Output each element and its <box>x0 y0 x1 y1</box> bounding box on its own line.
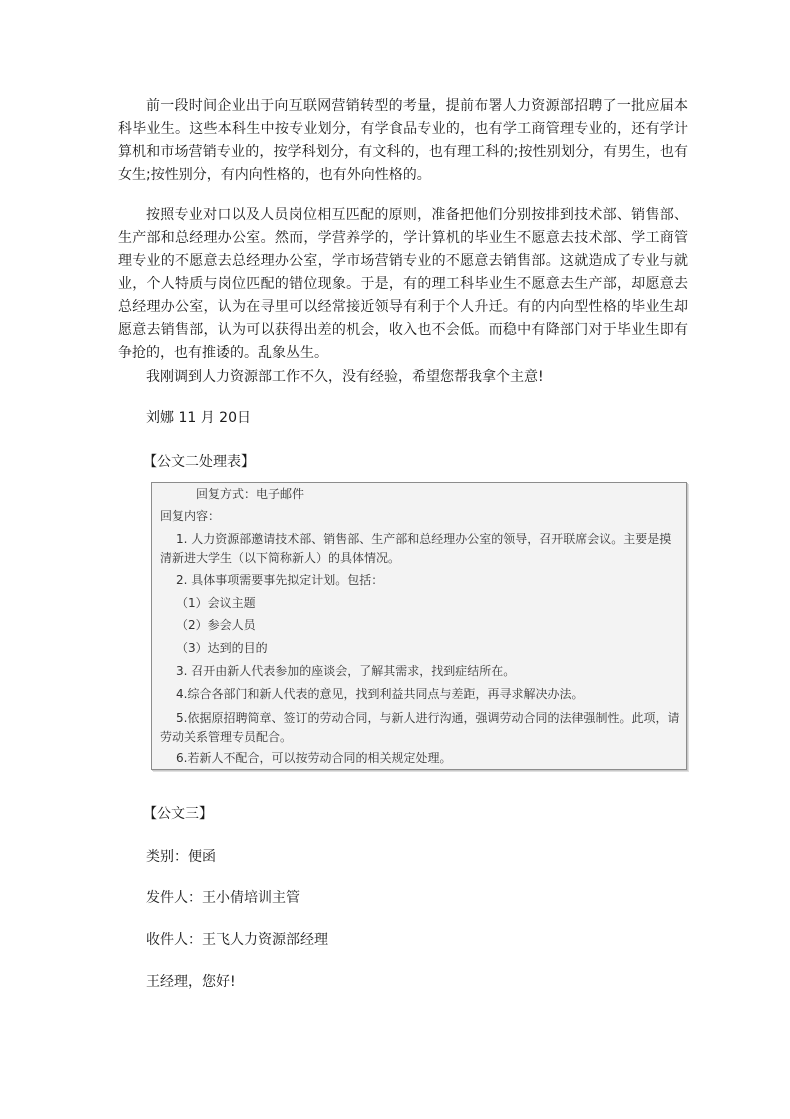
doc2-item: 清新进大学生（以下简称新人）的具体情况。 <box>160 551 401 565</box>
doc3-category: 类别：便函 <box>146 849 216 865</box>
letter-paragraph-2: 按照专业对口以及人员岗位相互匹配的原则，准备把他们分别按排到技术部、销售部、生产部和总经理办公室。然而，学营养学的，学计算机的毕业生不愿意去技术部、学工商管理专业的不愿意去总经理办公室，学市场营销专业的不愿意去销售部。这就造成了专业与就业，个人特质与岗位匹配的错位现象。于是，有的理工科毕业生不愿意去生产部，却愿意去总经理办公室，认为在寻里可以经常接近领导有利于个人升迁。有的内向型性格的毕业生却愿意去销售部，认为可以获得出差的机会，收入也不会低。而稳中有降部门对于毕业生即有争抢的，也有推诿的。乱象丛生。 <box>118 207 688 361</box>
doc2-reply-content-label: 回复内容： <box>160 509 221 523</box>
letter-paragraph-1: 前一段时间企业出于向互联网营销转型的考量，提前布署人力资源部招聘了一批应届本科毕业生。这些本科生中按专业划分，有学食品专业的，也有学工商管理专业的，还有学计算机和市场营销专业的，按学科划分，有文科的，也有理工科的;按性别划分，有男生，也有女生;按性别分，有内向性格的，也有外向性格的。 <box>118 98 688 183</box>
doc2-item: 2. 具体事项需要事先拟定计划。包括： <box>176 573 384 587</box>
doc2-item: （1）会议主题 <box>176 596 256 610</box>
doc3-sender: 发件人：王小倩培训主管 <box>146 890 300 906</box>
doc2-item: 劳动关系管理专员配合。 <box>160 730 293 744</box>
doc2-item: 6.若新人不配合，可以按劳动合同的相关规定处理。 <box>176 751 452 765</box>
doc2-item: 1. 人力资源部邀请技术部、销售部、生产部和总经理办公室的领导，召开联席会议。主要是摸 <box>176 532 672 546</box>
doc2-processing-table <box>151 482 687 770</box>
doc2-item: （2）参会人员 <box>176 618 256 632</box>
doc2-item: 4.综合各部门和新人代表的意见，找到利益共同点与差距，再寻求解决办法。 <box>176 687 584 701</box>
doc2-item: （3）达到的目的 <box>176 641 268 655</box>
doc3-recipient: 收件人：王飞人力资源部经理 <box>146 932 328 948</box>
doc3-greeting: 王经理，您好! <box>146 974 236 990</box>
doc2-reply-method: 回复方式：电子邮件 <box>196 487 305 501</box>
letter-paragraph-3: 我刚调到人力资源部工作不久，没有经验，希望您帮我拿个主意! <box>146 369 544 385</box>
doc2-item: 3. 召开由新人代表参加的座谈会，了解其需求，找到症结所在。 <box>176 664 516 678</box>
doc3-heading: 【公文三】 <box>143 806 213 822</box>
doc2-heading: 【公文二处理表】 <box>143 454 255 470</box>
letter-signature: 刘娜 11 月 20日 <box>146 410 251 426</box>
doc2-item: 5.依据原招聘简章、签订的劳动合同，与新人进行沟通，强调劳动合同的法律强制性。此项，请 <box>176 711 680 725</box>
